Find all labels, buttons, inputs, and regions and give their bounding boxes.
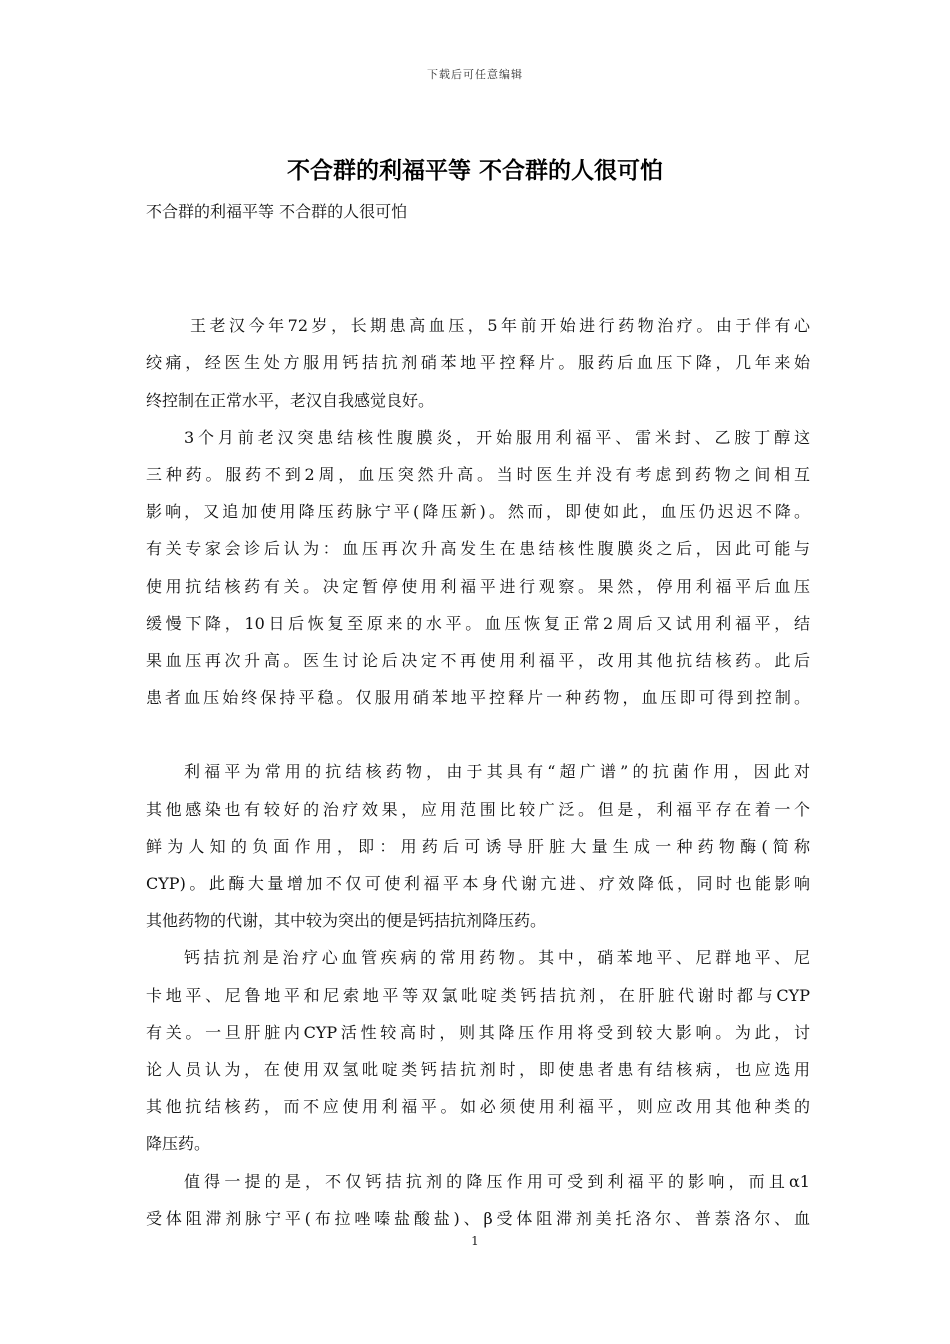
paragraph-line: 利福平为常用的抗结核药物，由于其具有“超广谱”的抗菌作用，因此对 (184, 762, 810, 782)
paragraph-line: 患者血压始终保持平稳。仅服用硝苯地平控释片一种药物，血压即可得到控制。 (146, 688, 810, 708)
blank-line (146, 716, 810, 753)
header-note: 下载后可任意编辑 (427, 68, 523, 81)
paragraph-line: 钙拮抗剂是治疗心血管疾病的常用药物。其中，硝苯地平、尼群地平、尼 (184, 948, 810, 968)
document-subtitle: 不合群的利福平等 不合群的人很可怕 (146, 202, 408, 221)
paragraph-line: 使用抗结核药有关。决定暂停使用利福平进行观察。果然，停用利福平后血压 (146, 576, 810, 596)
paragraph-line: 鲜为人知的负面作用，即：用药后可诱导肝脏大量生成一种药物酶(简称 (146, 836, 810, 856)
paragraph-line: 影响，又追加使用降压药脉宁平(降压新)。然而，即使如此，血压仍迟迟不降。 (146, 502, 810, 522)
paragraph-line: 其他感染也有较好的治疗效果，应用范围比较广泛。但是，利福平存在着一个 (146, 799, 810, 819)
paragraph-line: CYP)。此酶大量增加不仅可使利福平本身代谢亢进、疗效降低，同时也能影响 (146, 874, 810, 893)
paragraph-line: 其他抗结核药，而不应使用利福平。如必须使用利福平，则应改用其他种类的 (146, 1097, 810, 1117)
paragraph-line: 有关。一旦肝脏内CYP活性较高时，则其降压作用将受到较大影响。为此，讨 (146, 1022, 810, 1042)
document-title: 不合群的利福平等 不合群的人很可怕 (286, 158, 663, 184)
paragraph-line: 果血压再次升高。医生讨论后决定不再使用利福平，改用其他抗结核药。此后 (146, 650, 810, 670)
paragraph-line: 绞痛，经医生处方服用钙拮抗剂硝苯地平控释片。服药后血压下降，几年来始 (146, 353, 810, 373)
paragraph-line: 其他药物的代谢，其中较为突出的便是钙拮抗剂降压药。 (146, 911, 547, 931)
paragraph-line: 终控制在正常水平，老汉自我感觉良好。 (146, 390, 435, 410)
paragraph-line: 卡地平、尼鲁地平和尼索地平等双氯吡啶类钙拮抗剂，在肝脏代谢时都与CYP (146, 985, 810, 1005)
paragraph-line: 缓慢下降，10日后恢复至原来的水平。血压恢复正常2周后又试用利福平，结 (146, 613, 810, 633)
paragraph-line: 王老汉今年72岁，长期患高血压，5年前开始进行药物治疗。由于伴有心 (190, 316, 810, 336)
paragraph-line: 3个月前老汉突患结核性腹膜炎，开始服用利福平、雷米封、乙胺丁醇这 (184, 427, 810, 447)
document-body (146, 270, 810, 1237)
paragraph-line: 受体阻滞剂脉宁平(布拉唑嗪盐酸盐)、β受体阻滞剂美托洛尔、普萘洛尔、血 (146, 1208, 810, 1228)
paragraph-line: 论人员认为，在使用双氢吡啶类钙拮抗剂时，即使患者患有结核病，也应选用 (146, 1059, 810, 1079)
paragraph-line: 三种药。服药不到2周，血压突然升高。当时医生并没有考虑到药物之间相互 (146, 464, 810, 484)
paragraph-line: 有关专家会诊后认为：血压再次升高发生在患结核性腹膜炎之后，因此可能与 (146, 539, 810, 559)
paragraph-line: 降压药。 (146, 1134, 211, 1154)
blank-line (146, 270, 810, 307)
page-number: 1 (471, 1234, 479, 1248)
paragraph-line: 值得一提的是，不仅钙拮抗剂的降压作用可受到利福平的影响，而且α1 (184, 1171, 810, 1191)
